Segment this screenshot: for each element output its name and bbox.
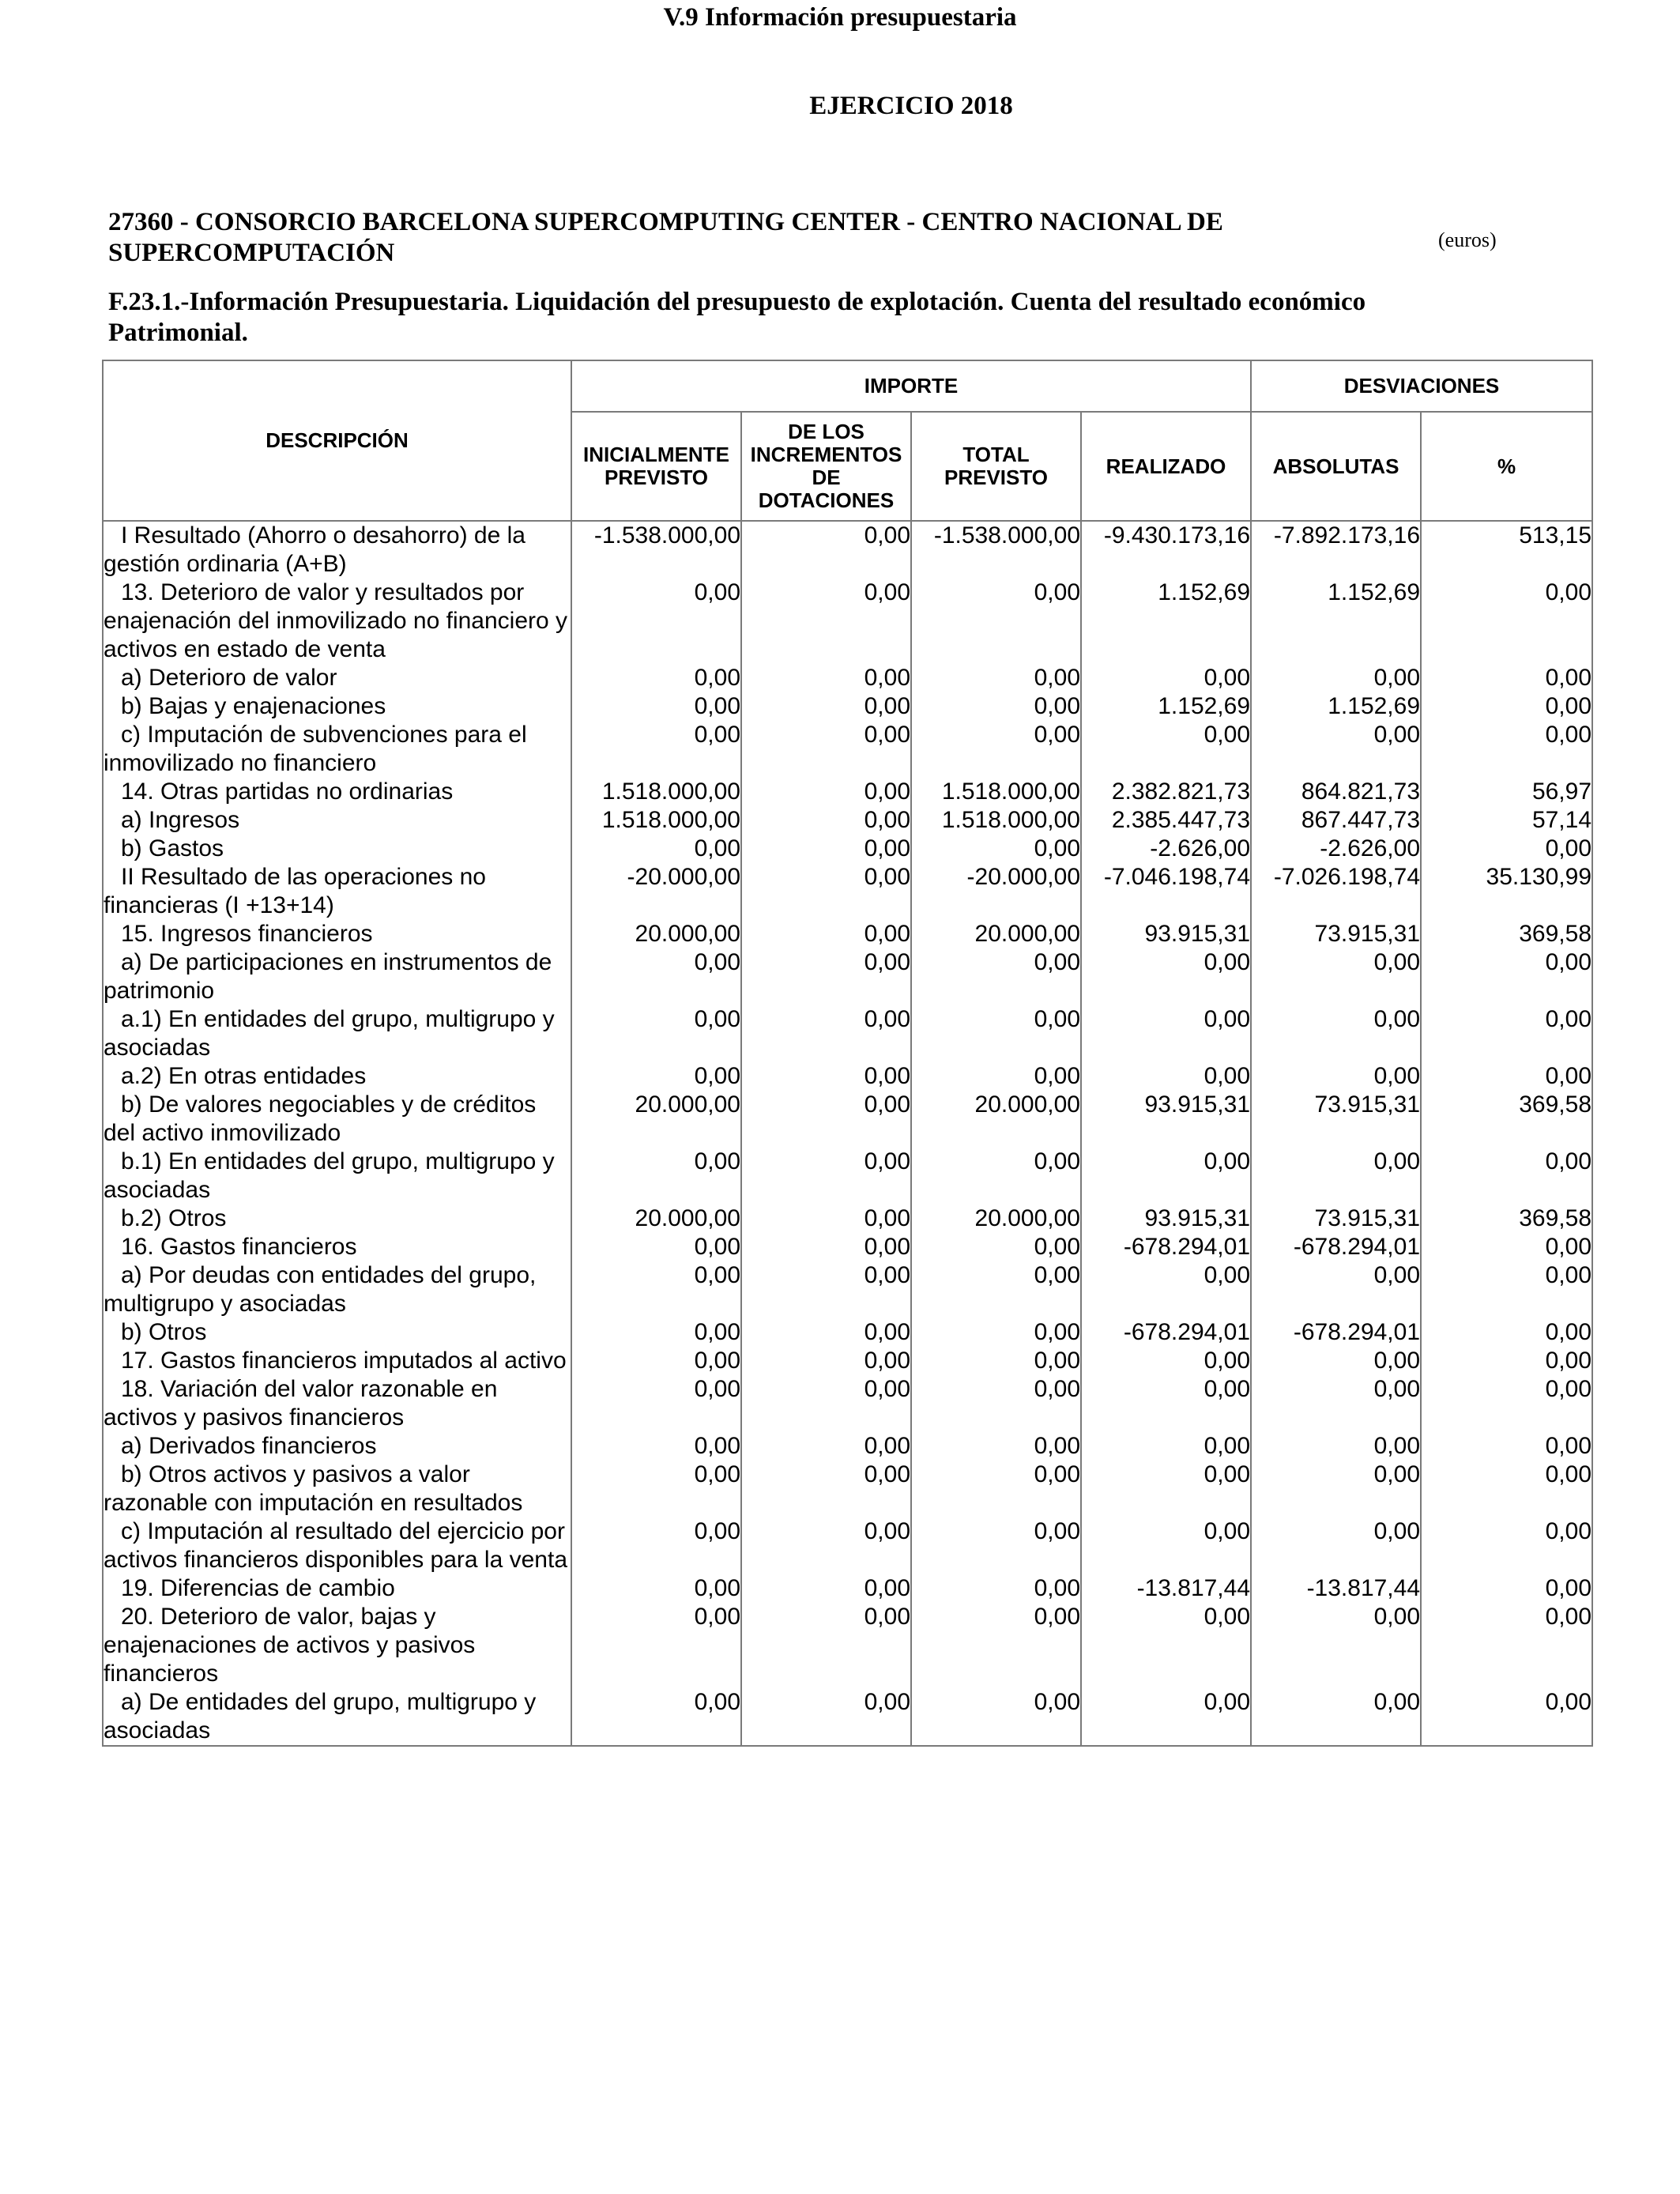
cell-total-previsto: 0,00 bbox=[911, 579, 1081, 664]
description-cell bbox=[103, 863, 571, 920]
description-cell bbox=[103, 1005, 571, 1062]
row-description: b) Otros bbox=[121, 1319, 207, 1345]
cell-realizado: -7.046.198,74 bbox=[1081, 863, 1251, 920]
table-row bbox=[103, 579, 1592, 664]
cell-incrementos-dotaciones: 0,00 bbox=[741, 1432, 911, 1461]
cell-incrementos-dotaciones: 0,00 bbox=[741, 1005, 911, 1062]
table-row bbox=[103, 1261, 1592, 1318]
cell-incrementos-dotaciones: 0,00 bbox=[741, 1091, 911, 1148]
cell-absolutas: 0,00 bbox=[1251, 1688, 1421, 1746]
description-cell bbox=[103, 1261, 571, 1318]
row-description: 19. Diferencias de cambio bbox=[121, 1575, 395, 1601]
cell-absolutas: 0,00 bbox=[1251, 1062, 1421, 1091]
cell-inicialmente-previsto: 0,00 bbox=[571, 664, 741, 692]
cell-inicialmente-previsto: 0,00 bbox=[571, 1233, 741, 1261]
cell-porcentaje: 0,00 bbox=[1421, 1318, 1592, 1347]
cell-inicialmente-previsto: -1.538.000,00 bbox=[571, 521, 741, 579]
form-title: F.23.1.-Información Presupuestaria. Liquidación del presupuesto de explotación. Cuenta del resultado económico Patrimonial. bbox=[108, 288, 1366, 347]
cell-total-previsto: 20.000,00 bbox=[911, 1091, 1081, 1148]
cell-total-previsto: 1.518.000,00 bbox=[911, 778, 1081, 806]
cell-absolutas: -678.294,01 bbox=[1251, 1233, 1421, 1261]
cell-total-previsto: 0,00 bbox=[911, 1603, 1081, 1688]
cell-total-previsto: 0,00 bbox=[911, 835, 1081, 863]
cell-inicialmente-previsto: 0,00 bbox=[571, 1318, 741, 1347]
row-description: b.2) Otros bbox=[121, 1205, 227, 1231]
cell-total-previsto: 0,00 bbox=[911, 1233, 1081, 1261]
description-cell bbox=[103, 692, 571, 721]
description-cell bbox=[103, 920, 571, 948]
table-row bbox=[103, 948, 1592, 1005]
fiscal-year-heading: EJERCICIO 2018 bbox=[809, 92, 1013, 120]
table-row bbox=[103, 1318, 1592, 1347]
description-cell bbox=[103, 1603, 571, 1688]
cell-realizado: 0,00 bbox=[1081, 1148, 1251, 1204]
table-row bbox=[103, 721, 1592, 778]
cell-total-previsto: 0,00 bbox=[911, 1318, 1081, 1347]
cell-realizado: -13.817,44 bbox=[1081, 1574, 1251, 1603]
cell-total-previsto: 0,00 bbox=[911, 948, 1081, 1005]
cell-absolutas: -7.026.198,74 bbox=[1251, 863, 1421, 920]
description-cell bbox=[103, 579, 571, 664]
cell-total-previsto: 0,00 bbox=[911, 1148, 1081, 1204]
cell-porcentaje: 0,00 bbox=[1421, 1347, 1592, 1375]
cell-total-previsto: 0,00 bbox=[911, 1261, 1081, 1318]
cell-total-previsto: 1.518.000,00 bbox=[911, 806, 1081, 835]
cell-porcentaje: 0,00 bbox=[1421, 835, 1592, 863]
cell-incrementos-dotaciones: 0,00 bbox=[741, 1517, 911, 1574]
cell-absolutas: 73.915,31 bbox=[1251, 920, 1421, 948]
cell-absolutas: -678.294,01 bbox=[1251, 1318, 1421, 1347]
cell-absolutas: 73.915,31 bbox=[1251, 1204, 1421, 1233]
cell-realizado: -9.430.173,16 bbox=[1081, 521, 1251, 579]
table-row bbox=[103, 1091, 1592, 1148]
cell-absolutas: -7.892.173,16 bbox=[1251, 521, 1421, 579]
cell-total-previsto: 0,00 bbox=[911, 1432, 1081, 1461]
cell-realizado: 0,00 bbox=[1081, 1461, 1251, 1517]
cell-total-previsto: 0,00 bbox=[911, 721, 1081, 778]
cell-realizado: 93.915,31 bbox=[1081, 1091, 1251, 1148]
cell-realizado: 0,00 bbox=[1081, 1375, 1251, 1432]
description-cell bbox=[103, 664, 571, 692]
cell-realizado: 0,00 bbox=[1081, 1261, 1251, 1318]
col-header-porcentaje: % bbox=[1421, 412, 1592, 521]
row-description: c) Imputación al resultado del ejercicio por activos financieros disponibles para la venta bbox=[104, 1518, 568, 1573]
cell-total-previsto: 0,00 bbox=[911, 1461, 1081, 1517]
cell-inicialmente-previsto: 0,00 bbox=[571, 692, 741, 721]
cell-incrementos-dotaciones: 0,00 bbox=[741, 1318, 911, 1347]
cell-realizado: 2.385.447,73 bbox=[1081, 806, 1251, 835]
cell-porcentaje: 0,00 bbox=[1421, 1375, 1592, 1432]
cell-inicialmente-previsto: 20.000,00 bbox=[571, 1091, 741, 1148]
row-description: a) Derivados financieros bbox=[121, 1433, 377, 1459]
cell-total-previsto: 20.000,00 bbox=[911, 1204, 1081, 1233]
description-cell bbox=[103, 1347, 571, 1375]
cell-total-previsto: 0,00 bbox=[911, 692, 1081, 721]
cell-absolutas: 0,00 bbox=[1251, 948, 1421, 1005]
table-row bbox=[103, 1204, 1592, 1233]
table-row bbox=[103, 1432, 1592, 1461]
cell-porcentaje: 0,00 bbox=[1421, 1432, 1592, 1461]
cell-incrementos-dotaciones: 0,00 bbox=[741, 835, 911, 863]
row-description: b) De valores negociables y de créditos del activo inmovilizado bbox=[104, 1091, 537, 1146]
cell-realizado: 0,00 bbox=[1081, 1432, 1251, 1461]
cell-inicialmente-previsto: 0,00 bbox=[571, 1148, 741, 1204]
col-header-inicialmente-previsto: INICIALMENTE PREVISTO bbox=[571, 412, 741, 521]
cell-porcentaje: 369,58 bbox=[1421, 1091, 1592, 1148]
cell-total-previsto: -1.538.000,00 bbox=[911, 521, 1081, 579]
cell-absolutas: 0,00 bbox=[1251, 1432, 1421, 1461]
cell-realizado: 93.915,31 bbox=[1081, 920, 1251, 948]
cell-total-previsto: -20.000,00 bbox=[911, 863, 1081, 920]
row-description: a) De entidades del grupo, multigrupo y asociadas bbox=[104, 1689, 537, 1744]
col-header-absolutas: ABSOLUTAS bbox=[1251, 412, 1421, 521]
cell-realizado: -678.294,01 bbox=[1081, 1318, 1251, 1347]
cell-total-previsto: 0,00 bbox=[911, 1517, 1081, 1574]
cell-realizado: 0,00 bbox=[1081, 721, 1251, 778]
cell-inicialmente-previsto: 0,00 bbox=[571, 1688, 741, 1746]
table-row bbox=[103, 521, 1592, 579]
description-cell bbox=[103, 1091, 571, 1148]
cell-incrementos-dotaciones: 0,00 bbox=[741, 721, 911, 778]
cell-incrementos-dotaciones: 0,00 bbox=[741, 692, 911, 721]
cell-porcentaje: 56,97 bbox=[1421, 778, 1592, 806]
cell-incrementos-dotaciones: 0,00 bbox=[741, 1204, 911, 1233]
cell-porcentaje: 0,00 bbox=[1421, 1461, 1592, 1517]
table-row bbox=[103, 920, 1592, 948]
currency-units: (euros) bbox=[1438, 228, 1497, 251]
cell-absolutas: 0,00 bbox=[1251, 1347, 1421, 1375]
cell-inicialmente-previsto: 0,00 bbox=[571, 721, 741, 778]
row-description: 17. Gastos financieros imputados al activo bbox=[121, 1348, 567, 1374]
row-description: 20. Deterioro de valor, bajas y enajenaciones de activos y pasivos financieros bbox=[104, 1604, 476, 1687]
cell-porcentaje: 369,58 bbox=[1421, 920, 1592, 948]
cell-porcentaje: 57,14 bbox=[1421, 806, 1592, 835]
row-description: 14. Otras partidas no ordinarias bbox=[121, 778, 454, 805]
cell-total-previsto: 0,00 bbox=[911, 1347, 1081, 1375]
row-description: 13. Deterioro de valor y resultados por enajenación del inmovilizado no financiero y activos en estado de venta bbox=[104, 579, 568, 662]
table-row bbox=[103, 1005, 1592, 1062]
table-row bbox=[103, 692, 1592, 721]
cell-porcentaje: 369,58 bbox=[1421, 1204, 1592, 1233]
description-cell bbox=[103, 1318, 571, 1347]
cell-absolutas: -2.626,00 bbox=[1251, 835, 1421, 863]
cell-porcentaje: 0,00 bbox=[1421, 721, 1592, 778]
cell-inicialmente-previsto: 0,00 bbox=[571, 1517, 741, 1574]
cell-incrementos-dotaciones: 0,00 bbox=[741, 1375, 911, 1432]
row-description: a.1) En entidades del grupo, multigrupo y asociadas bbox=[104, 1006, 555, 1061]
cell-absolutas: 0,00 bbox=[1251, 1603, 1421, 1688]
table-row bbox=[103, 863, 1592, 920]
cell-incrementos-dotaciones: 0,00 bbox=[741, 579, 911, 664]
cell-incrementos-dotaciones: 0,00 bbox=[741, 863, 911, 920]
description-cell bbox=[103, 1148, 571, 1204]
description-cell bbox=[103, 1233, 571, 1261]
cell-total-previsto: 0,00 bbox=[911, 1062, 1081, 1091]
cell-porcentaje: 0,00 bbox=[1421, 1261, 1592, 1318]
cell-porcentaje: 0,00 bbox=[1421, 664, 1592, 692]
cell-absolutas: 0,00 bbox=[1251, 1375, 1421, 1432]
cell-absolutas: 0,00 bbox=[1251, 1461, 1421, 1517]
cell-incrementos-dotaciones: 0,00 bbox=[741, 920, 911, 948]
col-group-importe: IMPORTE bbox=[571, 360, 1251, 412]
cell-realizado: 93.915,31 bbox=[1081, 1204, 1251, 1233]
col-header-realizado: REALIZADO bbox=[1081, 412, 1251, 521]
cell-inicialmente-previsto: 0,00 bbox=[571, 1574, 741, 1603]
row-description: a) De participaciones en instrumentos de patrimonio bbox=[104, 949, 552, 1004]
cell-inicialmente-previsto: 1.518.000,00 bbox=[571, 806, 741, 835]
description-cell bbox=[103, 1688, 571, 1746]
cell-porcentaje: 0,00 bbox=[1421, 1688, 1592, 1746]
budget-table bbox=[102, 360, 1593, 1747]
row-description: 16. Gastos financieros bbox=[121, 1234, 357, 1260]
cell-inicialmente-previsto: -20.000,00 bbox=[571, 863, 741, 920]
cell-realizado: 1.152,69 bbox=[1081, 579, 1251, 664]
cell-total-previsto: 20.000,00 bbox=[911, 920, 1081, 948]
table-row bbox=[103, 1375, 1592, 1432]
row-description: a) Por deudas con entidades del grupo, multigrupo y asociadas bbox=[104, 1262, 537, 1317]
row-description: I Resultado (Ahorro o desahorro) de la gestión ordinaria (A+B) bbox=[104, 522, 525, 577]
cell-incrementos-dotaciones: 0,00 bbox=[741, 1233, 911, 1261]
row-description: c) Imputación de subvenciones para el inmovilizado no financiero bbox=[104, 722, 527, 776]
cell-absolutas: 73.915,31 bbox=[1251, 1091, 1421, 1148]
table-row bbox=[103, 1062, 1592, 1091]
cell-inicialmente-previsto: 0,00 bbox=[571, 1461, 741, 1517]
cell-absolutas: 0,00 bbox=[1251, 1148, 1421, 1204]
cell-porcentaje: 0,00 bbox=[1421, 1517, 1592, 1574]
cell-absolutas: 0,00 bbox=[1251, 664, 1421, 692]
entity-name: 27360 - CONSORCIO BARCELONA SUPERCOMPUTING CENTER - CENTRO NACIONAL DE SUPERCOMPUTACIÓN bbox=[108, 208, 1223, 267]
cell-incrementos-dotaciones: 0,00 bbox=[741, 1603, 911, 1688]
row-description: a) Ingresos bbox=[121, 807, 240, 833]
cell-incrementos-dotaciones: 0,00 bbox=[741, 1261, 911, 1318]
row-description: II Resultado de las operaciones no financieras (I +13+14) bbox=[104, 864, 486, 918]
row-description: 15. Ingresos financieros bbox=[121, 921, 373, 947]
cell-realizado: 0,00 bbox=[1081, 1347, 1251, 1375]
cell-absolutas: 0,00 bbox=[1251, 1517, 1421, 1574]
row-description: a.2) En otras entidades bbox=[121, 1063, 367, 1089]
description-cell bbox=[103, 778, 571, 806]
cell-total-previsto: 0,00 bbox=[911, 1574, 1081, 1603]
cell-total-previsto: 0,00 bbox=[911, 664, 1081, 692]
cell-realizado: 0,00 bbox=[1081, 1688, 1251, 1746]
cell-incrementos-dotaciones: 0,00 bbox=[741, 664, 911, 692]
cell-porcentaje: 0,00 bbox=[1421, 948, 1592, 1005]
cell-incrementos-dotaciones: 0,00 bbox=[741, 778, 911, 806]
cell-absolutas: 1.152,69 bbox=[1251, 692, 1421, 721]
table-row bbox=[103, 1688, 1592, 1746]
cell-realizado: 0,00 bbox=[1081, 1517, 1251, 1574]
cell-inicialmente-previsto: 0,00 bbox=[571, 835, 741, 863]
cell-incrementos-dotaciones: 0,00 bbox=[741, 1347, 911, 1375]
cell-inicialmente-previsto: 0,00 bbox=[571, 1005, 741, 1062]
col-group-desviaciones: DESVIACIONES bbox=[1251, 360, 1592, 412]
cell-incrementos-dotaciones: 0,00 bbox=[741, 521, 911, 579]
col-header-total-previsto: TOTAL PREVISTO bbox=[911, 412, 1081, 521]
cell-realizado: -2.626,00 bbox=[1081, 835, 1251, 863]
cell-inicialmente-previsto: 0,00 bbox=[571, 1603, 741, 1688]
cell-absolutas: 0,00 bbox=[1251, 1261, 1421, 1318]
cell-porcentaje: 0,00 bbox=[1421, 579, 1592, 664]
cell-inicialmente-previsto: 0,00 bbox=[571, 1432, 741, 1461]
row-description: b) Bajas y enajenaciones bbox=[121, 693, 386, 719]
cell-realizado: 2.382.821,73 bbox=[1081, 778, 1251, 806]
cell-realizado: 0,00 bbox=[1081, 1005, 1251, 1062]
description-cell bbox=[103, 948, 571, 1005]
table-row bbox=[103, 1148, 1592, 1204]
cell-incrementos-dotaciones: 0,00 bbox=[741, 1461, 911, 1517]
table-row bbox=[103, 1347, 1592, 1375]
cell-realizado: 1.152,69 bbox=[1081, 692, 1251, 721]
cell-inicialmente-previsto: 0,00 bbox=[571, 1062, 741, 1091]
row-description: b) Gastos bbox=[121, 835, 224, 861]
cell-absolutas: 864.821,73 bbox=[1251, 778, 1421, 806]
table-row bbox=[103, 778, 1592, 806]
cell-inicialmente-previsto: 20.000,00 bbox=[571, 920, 741, 948]
description-cell bbox=[103, 1461, 571, 1517]
row-description: b.1) En entidades del grupo, multigrupo y asociadas bbox=[104, 1148, 555, 1203]
cell-realizado: 0,00 bbox=[1081, 1603, 1251, 1688]
description-cell bbox=[103, 721, 571, 778]
table-row bbox=[103, 1461, 1592, 1517]
table-body bbox=[103, 521, 1592, 1746]
description-cell bbox=[103, 806, 571, 835]
cell-incrementos-dotaciones: 0,00 bbox=[741, 1688, 911, 1746]
cell-inicialmente-previsto: 0,00 bbox=[571, 1261, 741, 1318]
cell-absolutas: 0,00 bbox=[1251, 1005, 1421, 1062]
cell-inicialmente-previsto: 0,00 bbox=[571, 948, 741, 1005]
cell-porcentaje: 0,00 bbox=[1421, 692, 1592, 721]
table-row bbox=[103, 1233, 1592, 1261]
cell-total-previsto: 0,00 bbox=[911, 1375, 1081, 1432]
description-cell bbox=[103, 835, 571, 863]
cell-absolutas: 0,00 bbox=[1251, 721, 1421, 778]
description-cell bbox=[103, 1517, 571, 1574]
table-row bbox=[103, 1603, 1592, 1688]
row-description: 18. Variación del valor razonable en activos y pasivos financieros bbox=[104, 1376, 498, 1431]
cell-inicialmente-previsto: 0,00 bbox=[571, 1375, 741, 1432]
cell-incrementos-dotaciones: 0,00 bbox=[741, 1574, 911, 1603]
table-row bbox=[103, 664, 1592, 692]
description-cell bbox=[103, 1375, 571, 1432]
cell-incrementos-dotaciones: 0,00 bbox=[741, 806, 911, 835]
cell-inicialmente-previsto: 0,00 bbox=[571, 1347, 741, 1375]
page-title: V.9 Información presupuestaria bbox=[663, 3, 1017, 32]
description-cell bbox=[103, 1062, 571, 1091]
description-cell bbox=[103, 1574, 571, 1603]
description-cell bbox=[103, 521, 571, 579]
table-row bbox=[103, 835, 1592, 863]
cell-porcentaje: 513,15 bbox=[1421, 521, 1592, 579]
cell-realizado: -678.294,01 bbox=[1081, 1233, 1251, 1261]
cell-realizado: 0,00 bbox=[1081, 948, 1251, 1005]
cell-porcentaje: 0,00 bbox=[1421, 1603, 1592, 1688]
cell-incrementos-dotaciones: 0,00 bbox=[741, 1148, 911, 1204]
row-description: b) Otros activos y pasivos a valor razonable con imputación en resultados bbox=[104, 1461, 523, 1516]
cell-total-previsto: 0,00 bbox=[911, 1005, 1081, 1062]
col-header-incrementos-dotaciones: DE LOS INCREMENTOS DE DOTACIONES bbox=[741, 412, 911, 521]
description-cell bbox=[103, 1432, 571, 1461]
cell-inicialmente-previsto: 1.518.000,00 bbox=[571, 778, 741, 806]
cell-porcentaje: 35.130,99 bbox=[1421, 863, 1592, 920]
cell-porcentaje: 0,00 bbox=[1421, 1233, 1592, 1261]
cell-incrementos-dotaciones: 0,00 bbox=[741, 948, 911, 1005]
cell-porcentaje: 0,00 bbox=[1421, 1574, 1592, 1603]
cell-inicialmente-previsto: 0,00 bbox=[571, 579, 741, 664]
table-row bbox=[103, 1574, 1592, 1603]
cell-porcentaje: 0,00 bbox=[1421, 1005, 1592, 1062]
row-description: a) Deterioro de valor bbox=[121, 665, 337, 691]
col-header-descripcion: DESCRIPCIÓN bbox=[103, 360, 571, 521]
cell-absolutas: 867.447,73 bbox=[1251, 806, 1421, 835]
cell-porcentaje: 0,00 bbox=[1421, 1062, 1592, 1091]
cell-absolutas: -13.817,44 bbox=[1251, 1574, 1421, 1603]
cell-total-previsto: 0,00 bbox=[911, 1688, 1081, 1746]
cell-porcentaje: 0,00 bbox=[1421, 1148, 1592, 1204]
cell-inicialmente-previsto: 20.000,00 bbox=[571, 1204, 741, 1233]
cell-realizado: 0,00 bbox=[1081, 664, 1251, 692]
cell-absolutas: 1.152,69 bbox=[1251, 579, 1421, 664]
table-row bbox=[103, 806, 1592, 835]
description-cell bbox=[103, 1204, 571, 1233]
header-row-groups bbox=[103, 360, 1592, 412]
cell-incrementos-dotaciones: 0,00 bbox=[741, 1062, 911, 1091]
cell-realizado: 0,00 bbox=[1081, 1062, 1251, 1091]
table-row bbox=[103, 1517, 1592, 1574]
